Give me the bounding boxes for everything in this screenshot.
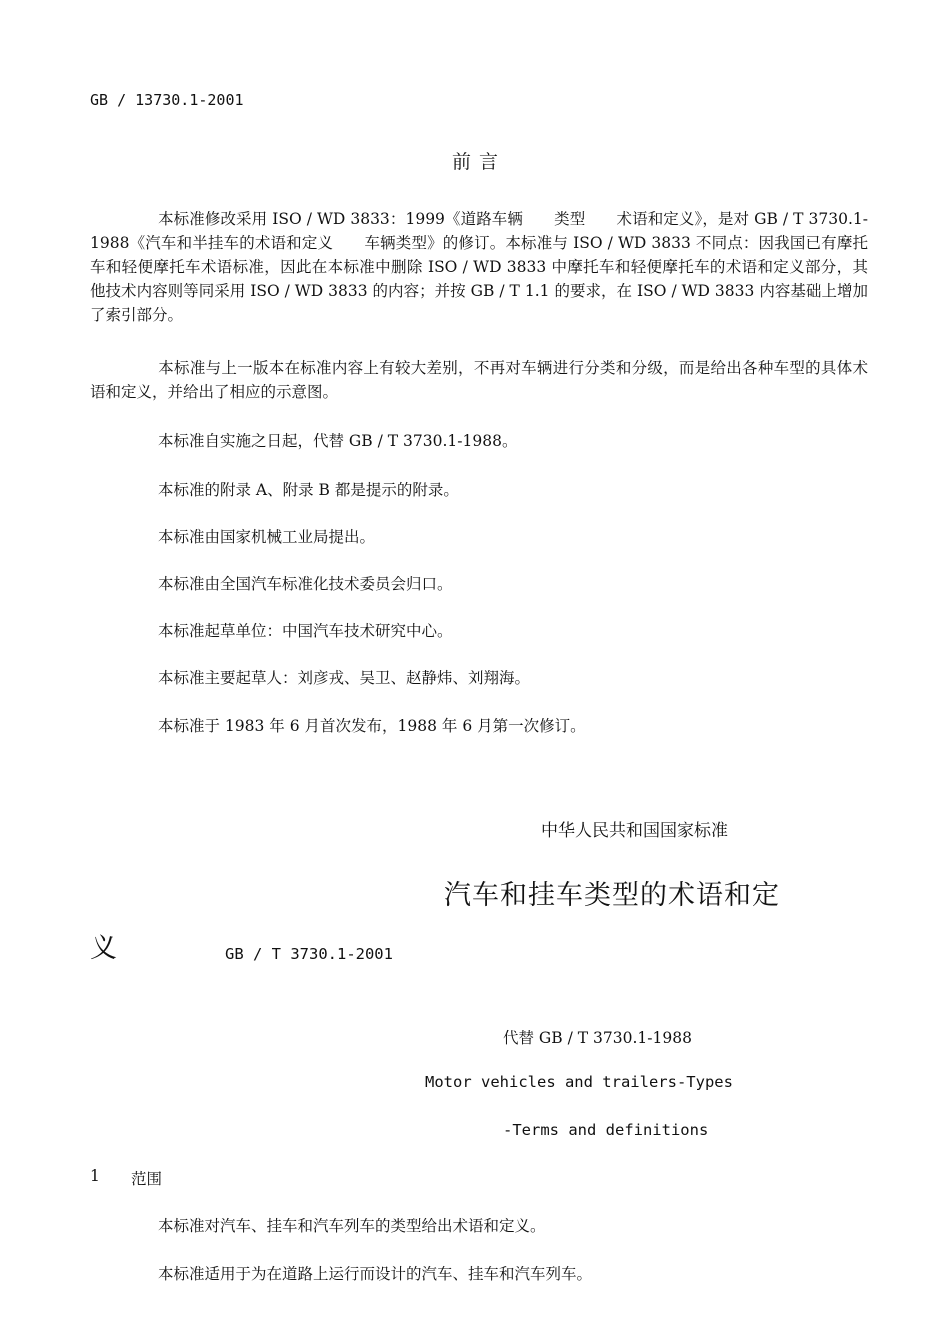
section-1-number: 1 — [90, 1167, 100, 1185]
foreword-line-replaces: 本标准自实施之日起，代替 GB / T 3730.1-1988。 — [158, 432, 518, 450]
standard-number: GB / T 3730.1-2001 — [225, 945, 393, 963]
foreword-title: 前言 — [452, 151, 507, 173]
foreword-paragraph-1-text: 本标准修改采用 ISO / WD 3833：1999《道路车辆 类型 术语和定义》，是对 GB / T 3730.1-1988《汽车和半挂车的术语和定义 车辆类型》的修订。本标准与 ISO / WD 3833 不同点：因我国已有摩托车和轻便摩托车术语标准，因此在本标准中删除 ISO / WD 3833 中摩托车和轻便摩托车的术语和定义部分，其他技术内容则等同采用 ISO / WD 3833 的内容；并按 GB / T 1.1 的要求，在 ISO / WD 3833 内容基础上增加了索引部分。 — [90, 210, 868, 324]
header-standard-code: GB / 13730.1-2001 — [90, 91, 244, 109]
foreword-line-committee: 本标准由全国汽车标准化技术委员会归口。 — [158, 575, 453, 593]
foreword-paragraph-2-text: 本标准与上一版本在标准内容上有较大差别，不再对车辆进行分类和分级，而是给出各种车型的具体术语和定义，并给出了相应的示意图。 — [90, 359, 868, 401]
standard-title-part2: 义 — [90, 933, 117, 964]
foreword-paragraph-2 — [90, 356, 868, 404]
english-title-line2: -Terms and definitions — [503, 1121, 709, 1139]
standard-title-part1: 汽车和挂车类型的术语和定 — [444, 880, 780, 911]
foreword-line-history: 本标准于 1983 年 6 月首次发布，1988 年 6 月第一次修订。 — [158, 717, 586, 735]
section-1-paragraph-2: 本标准适用于为在道路上运行而设计的汽车、挂车和汽车列车。 — [158, 1265, 593, 1283]
section-1-title: 范围 — [131, 1170, 163, 1188]
foreword-line-proposed: 本标准由国家机械工业局提出。 — [158, 528, 376, 546]
foreword-line-drafting-unit: 本标准起草单位：中国汽车技术研究中心。 — [158, 622, 453, 640]
foreword-line-drafters: 本标准主要起草人：刘彦戎、吴卫、赵静炜、刘翔海。 — [158, 669, 531, 687]
foreword-paragraph-1 — [90, 207, 868, 327]
standard-replaces: 代替 GB / T 3730.1-1988 — [503, 1029, 692, 1047]
section-1-paragraph-1: 本标准对汽车、挂车和汽车列车的类型给出术语和定义。 — [158, 1217, 546, 1235]
english-title-line1: Motor vehicles and trailers-Types — [425, 1073, 733, 1091]
foreword-line-appendix: 本标准的附录 A、附录 B 都是提示的附录。 — [158, 481, 459, 499]
national-standard-label: 中华人民共和国国家标准 — [541, 821, 728, 841]
